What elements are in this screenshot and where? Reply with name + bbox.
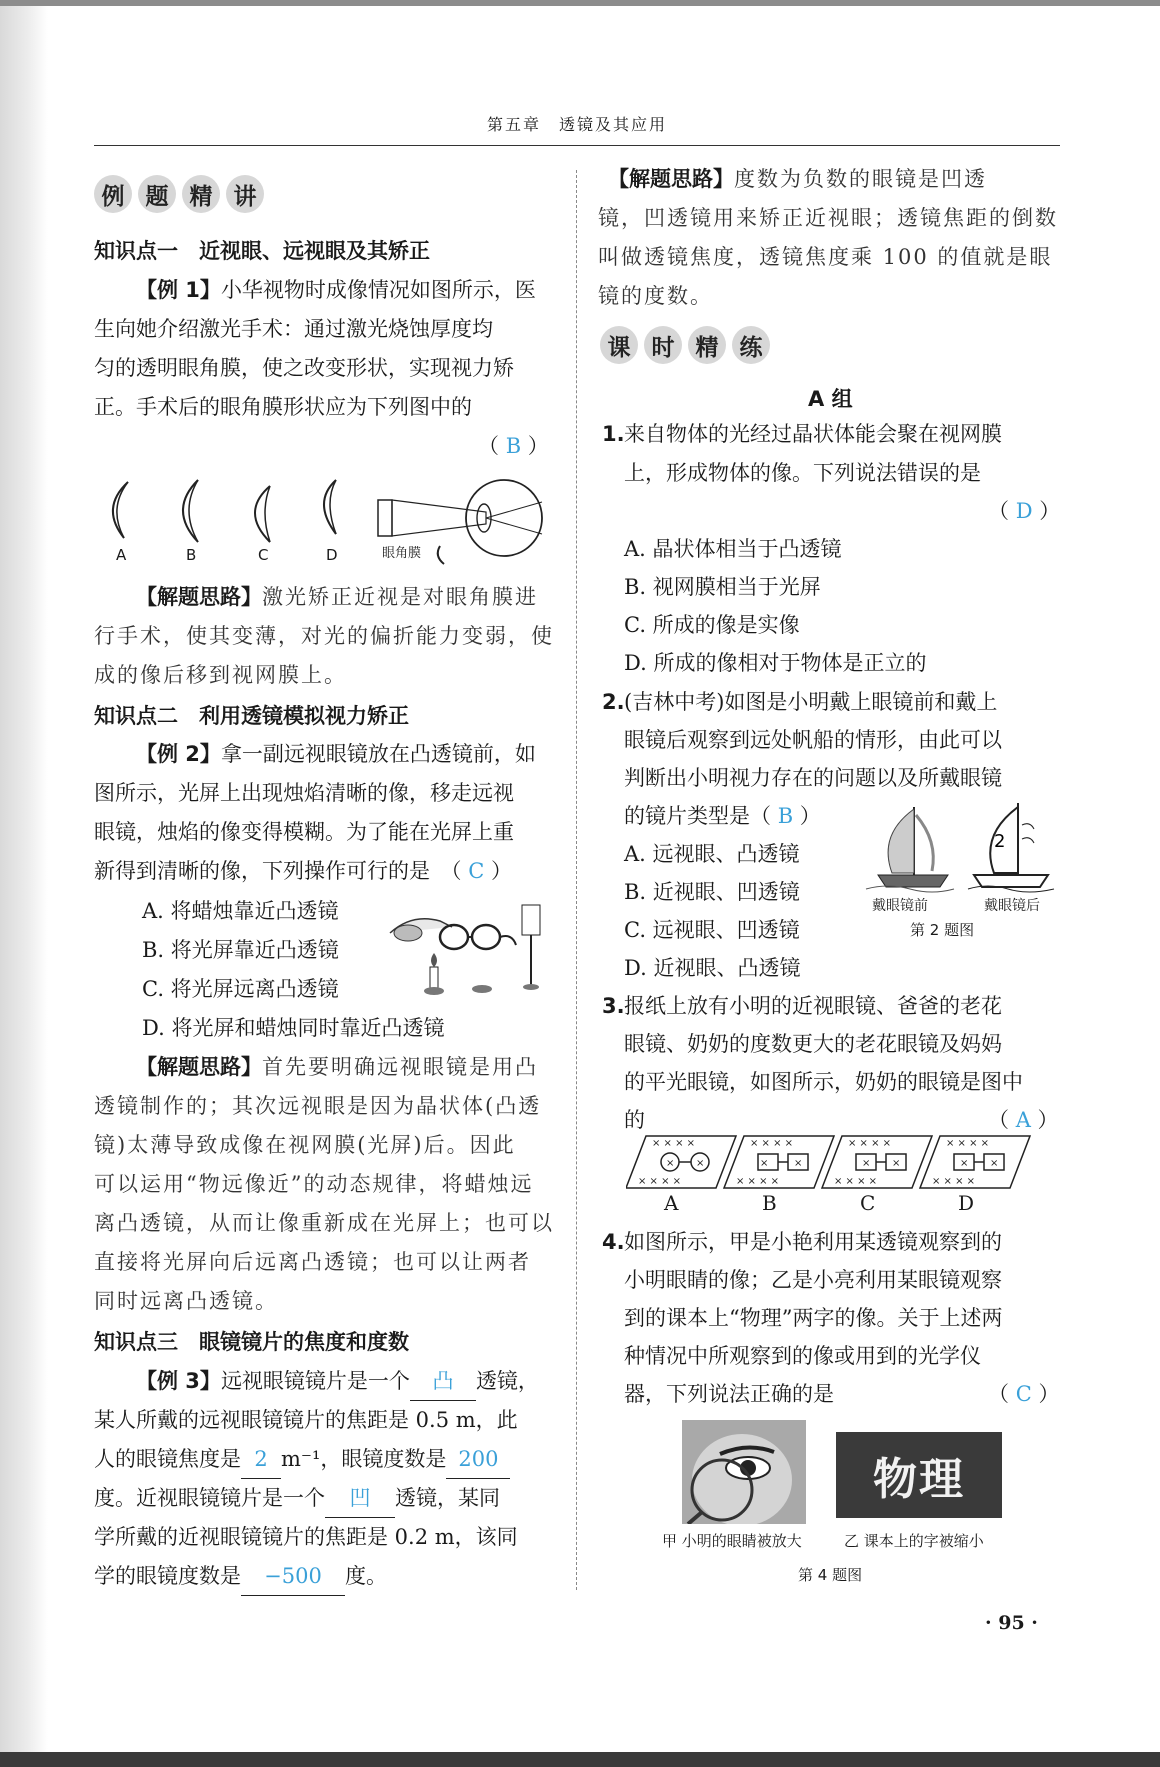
section-badge-practice xyxy=(600,326,770,364)
q2-option-a: A. 远视眼、凸透镜 xyxy=(624,842,800,866)
ex2-answer: C xyxy=(468,859,485,883)
ex3-text-8: 度。 xyxy=(345,1564,387,1588)
ex3-solution-line-2: 镜，凹透镜用来矫正近视眼；透镜焦距的倒数 xyxy=(598,206,1058,230)
ex3-blank-3: 200 xyxy=(446,1440,510,1479)
svg-text:× × × ×: × × × × xyxy=(946,1138,990,1149)
ex1-line-2: 生向她介绍激光手术：通过激光烧蚀厚度均 xyxy=(94,317,493,341)
column-divider xyxy=(576,170,577,1590)
q3-line-1: 报纸上放有小明的近视眼镜、爸爸的老花 xyxy=(624,994,1002,1018)
q4-answer-bracket: （ C ） xyxy=(988,1382,1060,1406)
chapter-header: 第五章 透镜及其应用 xyxy=(486,115,667,134)
q2-option-c: C. 远视眼、凹透镜 xyxy=(624,918,800,942)
ex1-figure xyxy=(94,472,556,572)
q3-fig-label-c: C xyxy=(860,1191,876,1215)
ex2-label: 【例 2】 xyxy=(136,742,221,766)
q1-option-a: A. 晶状体相当于凸透镜 xyxy=(624,537,842,561)
q2-line-4: 的镜片类型是（ B ） xyxy=(624,804,821,828)
ex2-solution-line-3: 镜)太薄导致成像在视网膜(光屏)后。因此 xyxy=(94,1133,516,1157)
fig1-label-b: B xyxy=(186,546,197,564)
q2-fig-caption: 第 2 题图 xyxy=(910,921,975,939)
fig1-eye-label: 眼角膜 xyxy=(382,546,422,561)
ex3-blank-4: 凹 xyxy=(325,1479,395,1518)
svg-text:× × × ×: × × × × xyxy=(750,1138,794,1149)
q4-fig-label-yi: 乙 课本上的字被缩小 xyxy=(844,1532,984,1550)
badge-char: 练 xyxy=(732,326,770,364)
badge-char: 课 xyxy=(600,326,638,364)
fig1-label-a: A xyxy=(116,546,127,564)
physics-text-shrunk: 物理 xyxy=(873,1454,965,1505)
ex3-line-1 xyxy=(136,1362,539,1401)
q1-line-2: 上，形成物体的像。下列说法错误的是 xyxy=(624,461,981,485)
q2-line-1: (吉林中考)如图是小明戴上眼镜前和戴上 xyxy=(624,690,998,714)
ex2-line-2: 图所示，光屏上出现烛焰清晰的像，移走远视 xyxy=(94,781,514,805)
ex3-line-4 xyxy=(94,1479,500,1518)
badge-char: 讲 xyxy=(226,175,264,213)
q2-line-3: 判断出小明视力存在的问题以及所戴眼镜 xyxy=(624,766,1002,790)
ex3-line-6 xyxy=(94,1557,387,1596)
svg-text:× × × ×: × × × × xyxy=(652,1138,696,1149)
ex3-text-6: 透镜，某同 xyxy=(395,1486,500,1510)
ex1-solution-line-2: 行手术，使其变薄，对光的偏折能力变弱，使 xyxy=(94,624,554,648)
svg-text:× × × ×: × × × × xyxy=(932,1176,976,1187)
ex1-line-1 xyxy=(136,271,536,309)
svg-text:× × × ×: × × × × xyxy=(834,1176,878,1187)
ex1-label: 【例 1】 xyxy=(136,278,221,302)
newspaper-glasses-figure xyxy=(626,1132,1046,1194)
q4-line-5: 器，下列说法正确的是 xyxy=(624,1382,834,1406)
ex2-solution-line-2: 透镜制作的；其次远视眼是因为晶状体(凸透 xyxy=(94,1094,542,1118)
group-title: A 组 xyxy=(808,387,853,411)
svg-text:× × × ×: × × × × xyxy=(736,1176,780,1187)
ex2-solution-line-6: 直接将光屏向后远离凸透镜；也可以让两者 xyxy=(94,1250,531,1274)
badge-char: 精 xyxy=(688,326,726,364)
q2-figure xyxy=(858,795,1058,945)
svg-text:×: × xyxy=(696,1158,705,1169)
badge-char: 时 xyxy=(644,326,682,364)
q2-option-b: B. 近视眼、凹透镜 xyxy=(624,880,800,904)
ex1-line-3: 匀的透明眼角膜，使之改变形状，实现视力矫 xyxy=(94,356,514,380)
q3-fig-label-d: D xyxy=(958,1191,975,1215)
q1-number: 1. xyxy=(602,422,625,446)
ex3-sol-text: 度数为负数的眼镜是凹透 xyxy=(734,167,987,191)
ex2-option-a: A. 将蜡烛靠近凸透镜 xyxy=(142,899,339,923)
glasses-candle-figure xyxy=(382,893,552,1003)
q4-fig-caption: 第 4 题图 xyxy=(798,1566,863,1584)
q3-line-2: 眼镜、奶奶的度数更大的老花眼镜及妈妈 xyxy=(624,1032,1002,1056)
ex2-solution-line-4: 可以运用“物远像近”的动态规律，将蜡烛远 xyxy=(94,1172,534,1196)
q3-answer: A xyxy=(1015,1108,1031,1132)
q3-fig-label-b: B xyxy=(762,1191,777,1215)
q1-answer: D xyxy=(1015,499,1033,523)
text-photo xyxy=(836,1432,1002,1518)
ex3-solution-line-3: 叫做透镜焦度，透镜焦度乘 100 的值就是眼 xyxy=(598,245,1053,269)
ex2-figure xyxy=(382,893,552,1003)
q4-figure xyxy=(658,1420,1038,1590)
q1-line-1: 来自物体的光经过晶状体能会聚在视网膜 xyxy=(624,422,1002,446)
ex2-line-4: 新得到清晰的像，下列操作可行的是 （ C ） xyxy=(94,859,512,883)
ex1-text: 小华视物时成像情况如图所示，医 xyxy=(220,278,536,302)
q4-line-1: 如图所示，甲是小艳利用某透镜观察到的 xyxy=(624,1230,1002,1254)
ex1-sol-label: 【解题思路】 xyxy=(136,585,262,609)
sailboat-figure xyxy=(858,795,1058,895)
ex2-solution-line-7: 同时远离凸透镜。 xyxy=(94,1289,278,1313)
svg-text:×: × xyxy=(794,1158,803,1169)
kp3-title: 知识点三 眼镜镜片的焦度和度数 xyxy=(94,1330,409,1354)
q1-option-c: C. 所成的像是实像 xyxy=(624,613,800,637)
ex3-label: 【例 3】 xyxy=(136,1369,221,1393)
page-shadow xyxy=(0,6,48,1752)
q1-option-b: B. 视网膜相当于光屏 xyxy=(624,575,821,599)
header-rule xyxy=(94,145,1060,146)
ex3-text-7: 学的眼镜度数是 xyxy=(94,1564,241,1588)
ex2-line-3: 眼镜，烛焰的像变得模糊。为了能在光屏上重 xyxy=(94,820,514,844)
fig1-label-d: D xyxy=(326,546,338,564)
kp2-title: 知识点二 利用透镜模拟视力矫正 xyxy=(94,704,409,728)
badge-char: 题 xyxy=(138,175,176,213)
ex3-solution-line-4: 镜的度数。 xyxy=(598,284,713,308)
svg-text:×: × xyxy=(960,1158,969,1169)
q1-answer-bracket: （ D ） xyxy=(988,499,1061,523)
ex1-solution-line-1 xyxy=(136,578,538,616)
ex3-solution-line-1 xyxy=(608,160,987,198)
section-badge-examples xyxy=(94,175,264,213)
badge-char: 精 xyxy=(182,175,220,213)
svg-text:× × × ×: × × × × xyxy=(638,1176,682,1187)
ex2-line-1 xyxy=(136,735,536,773)
ex1-answer: B xyxy=(505,434,522,458)
fig1-label-c: C xyxy=(258,546,269,564)
q3-number: 3. xyxy=(602,994,625,1018)
ex1-line-4: 正。手术后的眼角膜形状应为下列图中的 xyxy=(94,395,472,419)
svg-text:× × × ×: × × × × xyxy=(848,1138,892,1149)
svg-text:2: 2 xyxy=(994,831,1006,852)
q3-line-3: 的平光眼镜，如图所示，奶奶的眼镜是图中 xyxy=(624,1070,1023,1094)
ex3-line-2: 某人所戴的远视眼镜镜片的焦距是 0.5 m，此 xyxy=(94,1408,518,1432)
ex2-option-b: B. 将光屏靠近凸透镜 xyxy=(142,938,339,962)
q4-number: 4. xyxy=(602,1230,625,1254)
q2-line-2: 眼镜后观察到远处帆船的情形，由此可以 xyxy=(624,728,1002,752)
q2-answer: B xyxy=(777,804,794,828)
ex2-sol-text: 首先要明确远视眼镜是用凸 xyxy=(262,1055,538,1079)
ex2-text: 拿一副远视眼镜放在凸透镜前，如 xyxy=(220,742,536,766)
ex3-text-5: 度。近视眼镜镜片是一个 xyxy=(94,1486,325,1510)
q3-line-4: 的 xyxy=(624,1108,645,1132)
ex3-text-3: 人的眼镜焦度是 xyxy=(94,1447,241,1471)
q2-fig-label-after: 戴眼镜后 xyxy=(984,898,1040,914)
q3-fig-label-a: A xyxy=(664,1191,679,1215)
ex2-solution-line-5: 离凸透镜，从而让像重新成在光屏上；也可以 xyxy=(94,1211,554,1235)
ex3-sol-label: 【解题思路】 xyxy=(608,167,734,191)
svg-text:×: × xyxy=(760,1158,769,1169)
ex3-text-1: 远视眼镜镜片是一个 xyxy=(220,1369,410,1393)
q4-line-4: 种情况中所观察到的像或用到的光学仪 xyxy=(624,1344,981,1368)
q3-figure xyxy=(626,1132,1046,1222)
q4-line-2: 小明眼睛的像；乙是小亮利用某眼镜观察 xyxy=(624,1268,1002,1292)
ex3-blank-5: −500 xyxy=(241,1557,345,1596)
eye-photo xyxy=(682,1420,806,1524)
ex2-sol-label: 【解题思路】 xyxy=(136,1055,262,1079)
ex3-line-3 xyxy=(94,1440,510,1479)
ex2-option-d: D. 将光屏和蜡烛同时靠近凸透镜 xyxy=(142,1016,445,1040)
bottom-edge xyxy=(0,1752,1160,1767)
badge-char: 例 xyxy=(94,175,132,213)
eye-magnified-image xyxy=(682,1420,806,1524)
ex2-text-4: 新得到清晰的像，下列操作可行的是 xyxy=(94,859,430,883)
ex3-text-4: m⁻¹，眼镜度数是 xyxy=(281,1447,447,1471)
svg-text:×: × xyxy=(892,1158,901,1169)
ex1-answer-bracket: （ B ） xyxy=(478,434,549,458)
svg-text:×: × xyxy=(666,1158,675,1169)
q2-fig-label-before: 戴眼镜前 xyxy=(872,898,928,914)
q4-fig-label-jia: 甲 小明的眼睛被放大 xyxy=(662,1532,802,1550)
kp1-title: 知识点一 近视眼、远视眼及其矫正 xyxy=(94,239,430,263)
q4-answer: C xyxy=(1015,1382,1032,1406)
ex3-blank-2: 2 xyxy=(241,1440,281,1479)
ex3-text-2: 透镜， xyxy=(475,1369,539,1393)
ex2-option-c: C. 将光屏远离凸透镜 xyxy=(142,977,339,1001)
top-edge xyxy=(0,0,1160,6)
cornea-shapes-figure xyxy=(94,472,556,572)
q3-answer-bracket: （ A ） xyxy=(988,1108,1059,1132)
q2-option-d: D. 近视眼、凸透镜 xyxy=(624,956,801,980)
q4-line-3: 到的课本上“物理”两字的像。关于上述两 xyxy=(624,1306,1003,1330)
svg-text:×: × xyxy=(862,1158,871,1169)
q2-text-4: 的镜片类型是（ xyxy=(624,804,771,828)
ex3-line-5: 学所戴的近视眼镜镜片的焦距是 0.2 m，该同 xyxy=(94,1525,518,1549)
svg-text:×: × xyxy=(990,1158,999,1169)
q1-option-d: D. 所成的像相对于物体是正立的 xyxy=(624,651,927,675)
ex1-sol-text: 激光矫正近视是对眼角膜进 xyxy=(262,585,538,609)
ex2-solution-line-1 xyxy=(136,1048,538,1086)
page-number: · 95 · xyxy=(985,1612,1038,1634)
q2-number: 2. xyxy=(602,690,625,714)
ex3-blank-1: 凸 xyxy=(410,1362,476,1401)
ex1-solution-line-3: 成的像后移到视网膜上。 xyxy=(94,663,347,687)
